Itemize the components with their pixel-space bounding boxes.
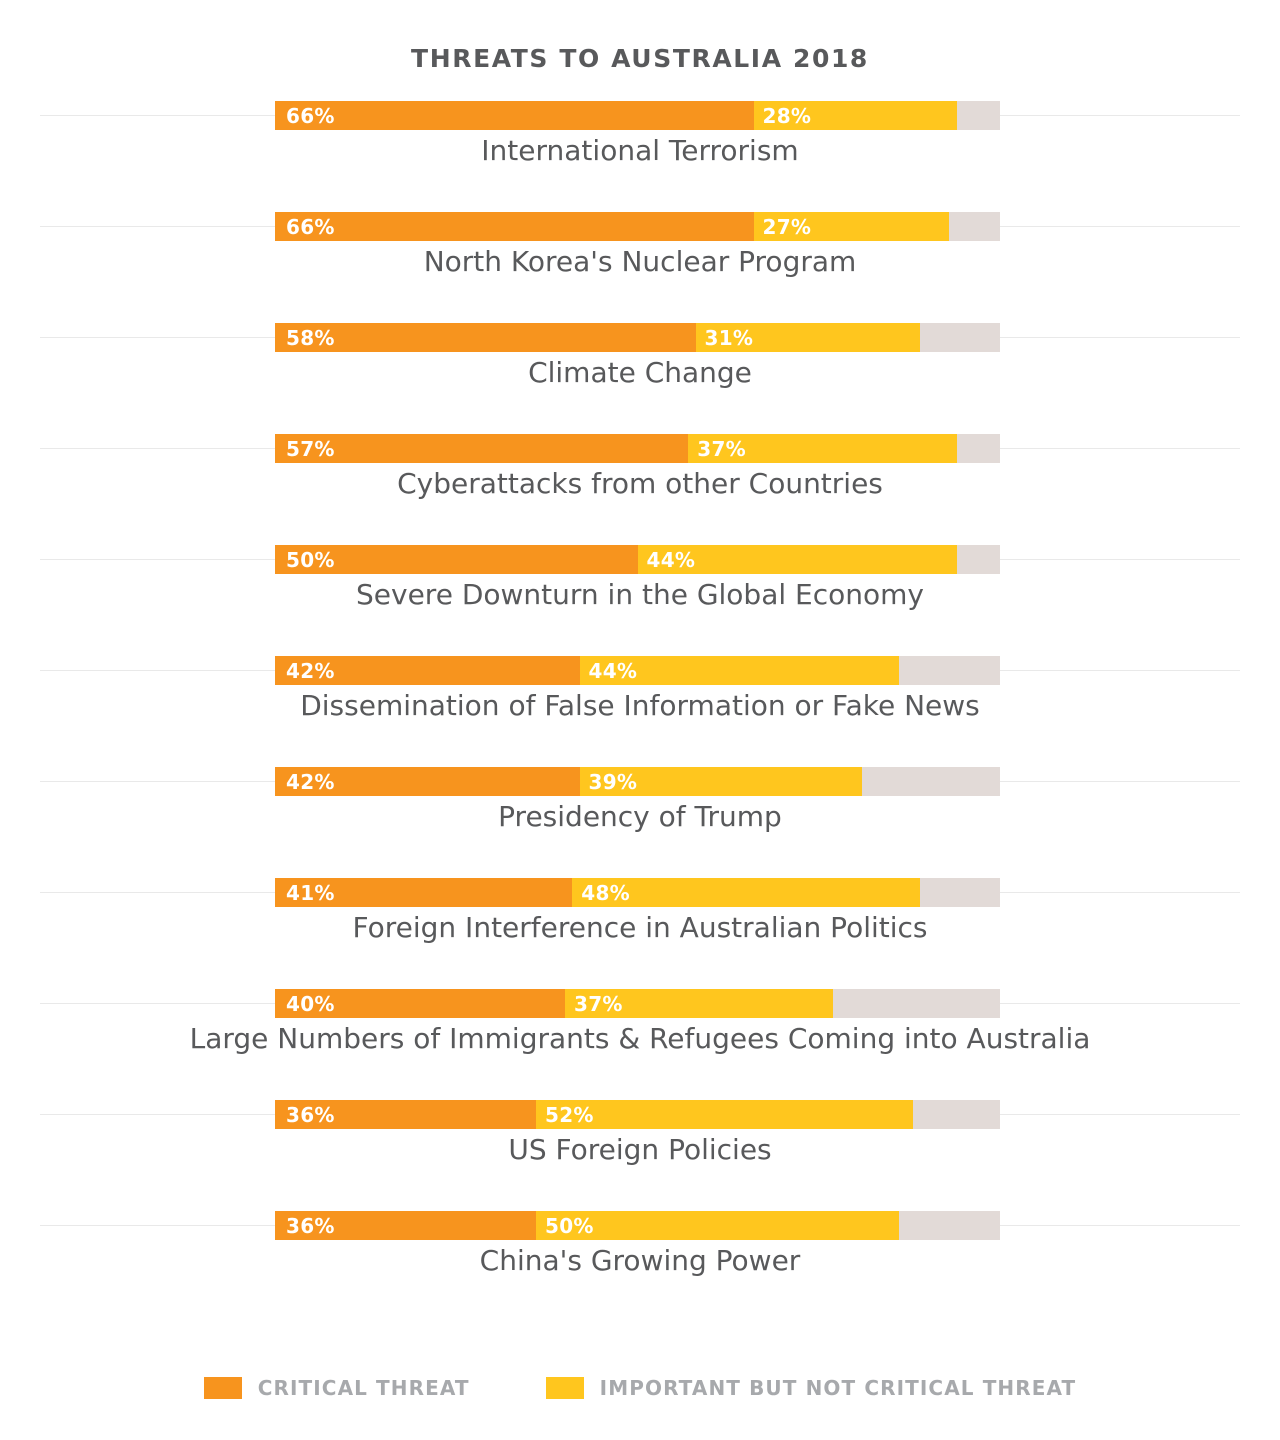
bar-segment-remainder bbox=[920, 878, 1000, 907]
chart-title: THREATS TO AUSTRALIA 2018 bbox=[411, 44, 869, 73]
bar-track bbox=[40, 1100, 1240, 1129]
stacked-bar bbox=[275, 101, 1000, 130]
category-label: Cyberattacks from other Countries bbox=[397, 467, 883, 500]
chart-row bbox=[40, 1211, 1240, 1322]
category-label: Climate Change bbox=[528, 356, 752, 389]
bar-value-critical: 50% bbox=[286, 548, 335, 572]
category-label: North Korea's Nuclear Program bbox=[423, 245, 857, 278]
bar-value-critical: 41% bbox=[286, 881, 335, 905]
category-label: Large Numbers of Immigrants & Refugees Coming into Australia bbox=[189, 1022, 1091, 1055]
bar-segment-remainder bbox=[957, 101, 1001, 130]
legend-swatch bbox=[546, 1377, 584, 1399]
bar-segment-important bbox=[580, 767, 863, 796]
stacked-bar bbox=[275, 323, 1000, 352]
legend-swatch bbox=[204, 1377, 242, 1399]
bar-value-critical: 66% bbox=[286, 215, 335, 239]
stacked-bar bbox=[275, 434, 1000, 463]
bar-segment-critical bbox=[275, 434, 688, 463]
stacked-bar bbox=[275, 212, 1000, 241]
chart-row bbox=[40, 1100, 1240, 1211]
bar-track bbox=[40, 656, 1240, 685]
chart-row bbox=[40, 878, 1240, 989]
chart-row bbox=[40, 656, 1240, 767]
stacked-bar bbox=[275, 656, 1000, 685]
bar-value-important: 28% bbox=[762, 104, 812, 128]
bar-segment-remainder bbox=[899, 1211, 1001, 1240]
bar-value-critical: 57% bbox=[286, 437, 335, 461]
bar-value-important: 44% bbox=[588, 659, 638, 683]
stacked-bar bbox=[275, 989, 1000, 1018]
chart-legend bbox=[0, 1376, 1280, 1400]
bar-segment-critical bbox=[275, 323, 696, 352]
bar-segment-important bbox=[754, 212, 950, 241]
category-label: US Foreign Policies bbox=[508, 1133, 772, 1166]
legend-item bbox=[546, 1376, 1077, 1400]
bar-segment-important bbox=[536, 1211, 899, 1240]
bar-segment-remainder bbox=[949, 212, 1000, 241]
bar-segment-remainder bbox=[862, 767, 1000, 796]
stacked-bar bbox=[275, 767, 1000, 796]
bar-value-important: 50% bbox=[545, 1214, 594, 1238]
category-label: International Terrorism bbox=[481, 134, 799, 167]
bar-segment-important bbox=[688, 434, 956, 463]
bar-segment-remainder bbox=[920, 323, 1000, 352]
bar-segment-remainder bbox=[913, 1100, 1000, 1129]
legend-label: CRITICAL THREAT bbox=[257, 1376, 470, 1400]
category-label: Presidency of Trump bbox=[498, 800, 782, 833]
bar-segment-critical bbox=[275, 656, 580, 685]
stacked-bar bbox=[275, 878, 1000, 907]
stacked-bar bbox=[275, 545, 1000, 574]
chart-row bbox=[40, 767, 1240, 878]
bar-segment-remainder bbox=[957, 545, 1001, 574]
bar-value-important: 44% bbox=[646, 548, 696, 572]
chart-row bbox=[40, 989, 1240, 1100]
bar-segment-important bbox=[696, 323, 921, 352]
bar-value-important: 48% bbox=[581, 881, 631, 905]
stacked-bar bbox=[275, 1211, 1000, 1240]
bar-track bbox=[40, 545, 1240, 574]
bar-track bbox=[40, 878, 1240, 907]
bar-value-critical: 36% bbox=[286, 1103, 335, 1127]
category-label: Severe Downturn in the Global Economy bbox=[356, 578, 924, 611]
bar-segment-important bbox=[536, 1100, 913, 1129]
bar-value-important: 31% bbox=[704, 326, 754, 350]
bar-track bbox=[40, 1211, 1240, 1240]
chart-row bbox=[40, 434, 1240, 545]
bar-track bbox=[40, 101, 1240, 130]
bar-segment-important bbox=[638, 545, 957, 574]
bar-segment-critical bbox=[275, 767, 580, 796]
legend-item bbox=[204, 1376, 470, 1400]
bar-segment-important bbox=[754, 101, 957, 130]
bar-value-critical: 42% bbox=[286, 770, 335, 794]
bar-segment-critical bbox=[275, 1211, 536, 1240]
bar-value-important: 52% bbox=[545, 1103, 594, 1127]
bar-segment-critical bbox=[275, 101, 754, 130]
bar-value-important: 27% bbox=[762, 215, 812, 239]
bar-segment-important bbox=[580, 656, 899, 685]
bar-value-critical: 42% bbox=[286, 659, 335, 683]
bar-track bbox=[40, 434, 1240, 463]
bar-segment-remainder bbox=[899, 656, 1001, 685]
bar-segment-important bbox=[572, 878, 920, 907]
bar-track bbox=[40, 989, 1240, 1018]
bar-segment-remainder bbox=[833, 989, 1000, 1018]
bar-segment-critical bbox=[275, 1100, 536, 1129]
bar-segment-remainder bbox=[957, 434, 1001, 463]
bar-value-important: 39% bbox=[588, 770, 638, 794]
category-label: China's Growing Power bbox=[479, 1244, 801, 1277]
bar-value-critical: 40% bbox=[286, 992, 335, 1016]
bar-segment-critical bbox=[275, 212, 754, 241]
bar-value-critical: 58% bbox=[286, 326, 335, 350]
bar-track bbox=[40, 212, 1240, 241]
chart-row bbox=[40, 323, 1240, 434]
chart-row bbox=[40, 212, 1240, 323]
bar-segment-important bbox=[565, 989, 833, 1018]
bar-value-critical: 66% bbox=[286, 104, 335, 128]
bar-value-critical: 36% bbox=[286, 1214, 335, 1238]
category-label: Foreign Interference in Australian Politics bbox=[352, 911, 928, 944]
bar-value-important: 37% bbox=[574, 992, 623, 1016]
chart-row bbox=[40, 545, 1240, 656]
chart-row bbox=[40, 101, 1240, 212]
bar-segment-critical bbox=[275, 989, 565, 1018]
stacked-bar bbox=[275, 1100, 1000, 1129]
bar-segment-critical bbox=[275, 878, 572, 907]
legend-label: IMPORTANT BUT NOT CRITICAL THREAT bbox=[599, 1376, 1077, 1400]
category-label: Dissemination of False Information or Fake News bbox=[300, 689, 980, 722]
bar-segment-critical bbox=[275, 545, 638, 574]
bar-value-important: 37% bbox=[697, 437, 747, 461]
chart-rows bbox=[0, 101, 1280, 1322]
bar-track bbox=[40, 767, 1240, 796]
bar-track bbox=[40, 323, 1240, 352]
